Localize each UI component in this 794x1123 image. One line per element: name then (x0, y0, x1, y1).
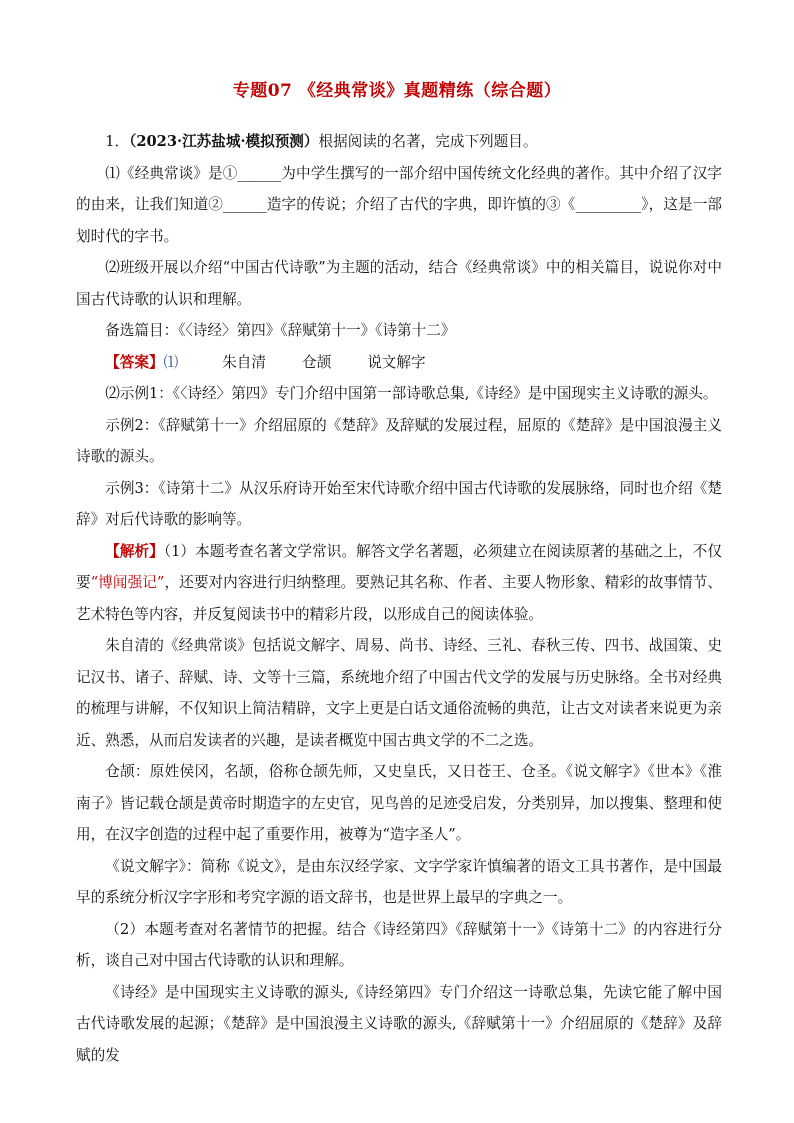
analysis-paragraph-3: 仓颉：原姓侯冈，名颉，俗称仓颉先师，又史皇氏，又日苍王、仓圣。《说文解字》《世本》《淮南子》皆记载仓颉是黄帝时期造字的左史官，见鸟兽的足迹受启发，分类别异，加以搜集、整理和使用，在汉字创造的过程中起了重要作用，被尊为“造字圣人”。 (76, 763, 722, 843)
page-title: 专题07 《经典常谈》真题精练（综合题） (232, 81, 562, 101)
question-stem: 根据阅读的名著，完成下列题目。 (318, 133, 538, 150)
answer-tag: 【答案】 (105, 353, 164, 371)
subquestion-1: ⑴《经典常谈》是①______为中学生撰写的一部介绍中国传统文化经典的著作。其中介绍了汉字的由来，让我们知道②______造字的传说；介绍了古代的字典，即许慎的③《_________》，这是一部划时代的字书。 (76, 164, 722, 245)
answer-number: ⑴ (163, 353, 179, 371)
answer-1: 朱自清 (222, 353, 266, 371)
analysis-paragraph-6: 《诗经》是中国现实主义诗歌的源头,《诗经第四》专门介绍这一诗歌总集，先读它能了解中国古代诗歌发展的起源；《楚辞》是中国浪漫主义诗歌的源头,《辞赋第十一》介绍屈原的《楚辞》及辞赋的发 (76, 983, 722, 1064)
answer-example-1: ⑵示例1：《〈诗经〉第四》专门介绍中国第一部诗歌总集,《诗经》是中国现实主义诗歌的源头。 (105, 385, 718, 402)
document-body (76, 126, 722, 1071)
analysis-highlight: “博闻强记” (90, 574, 165, 591)
question-number: 1． (105, 133, 130, 150)
analysis-paragraph-4: 《说文解字》：简称《说文》，是由东汉经学家、文字学家许慎编著的语文工具书著作，是中国最早的系统分析汉字字形和考究字源的语文辞书，也是世界上最早的字典之一。 (76, 857, 722, 906)
answer-line (76, 347, 722, 379)
answer-2: 仓颉 (301, 353, 332, 371)
question-source: （2023·江苏盐城·模拟预测） (129, 133, 319, 150)
analysis-paragraph-5: （2）本题考查对名著情节的把握。结合《诗经第四》《辞赋第十一》《诗第十二》的内容进行分析，谈自己对中国古代诗歌的认识和理解。 (76, 920, 722, 969)
question-1 (76, 126, 722, 158)
subquestion-2: ⑵班级开展以介绍“中国古代诗歌”为主题的活动，结合《经典常谈》中的相关篇目，说说你对中国古代诗歌的认识和理解。 (76, 259, 722, 308)
option-list: 备选篇目：《〈诗经〉第四》《辞赋第十一》《诗第十二》 (105, 322, 456, 339)
analysis-paragraph-2: 朱自清的《经典常谈》包括说文解字、周易、尚书、诗经、三礼、春秋三传、四书、战国策、史记汉书、诸子、辞赋、诗、文等十三篇，系统地介绍了中国古代文学的发展与历史脉络。全书对经典的梳理与讲解，不仅知识上简洁精辟，文字上更是白话文通俗流畅的典范，让古文对读者来说更为亲近、熟悉，从而启发读者的兴趣，是读者概览中国古典文学的不二之选。 (76, 637, 722, 749)
analysis-text-b: ，还要对内容进行归纳整理。要熟记其名称、作者、主要人物形象、精彩的故事情节、艺术特色等内容，并反复阅读书中的精彩片段，以形成自己的阅读体验。 (76, 574, 722, 623)
answer-example-3: 示例3：《诗第十二》从汉乐府诗开始至宋代诗歌介绍中国古代诗歌的发展脉络，同时也介绍《楚辞》对后代诗歌的影响等。 (76, 479, 722, 528)
analysis-paragraph-1 (76, 536, 722, 631)
answer-example-2: 示例2：《辞赋第十一》介绍屈原的《楚辞》及辞赋的发展过程，屈原的《楚辞》是中国浪漫主义诗歌的源头。 (76, 416, 722, 465)
analysis-text-a: （1）本题考查名著文学常识。解答文学名著题，必须建立在阅读原著的基础之上，不仅要 (76, 542, 722, 591)
analysis-tag: 【解析】 (105, 542, 164, 560)
answer-3: 说文解字 (367, 353, 426, 371)
